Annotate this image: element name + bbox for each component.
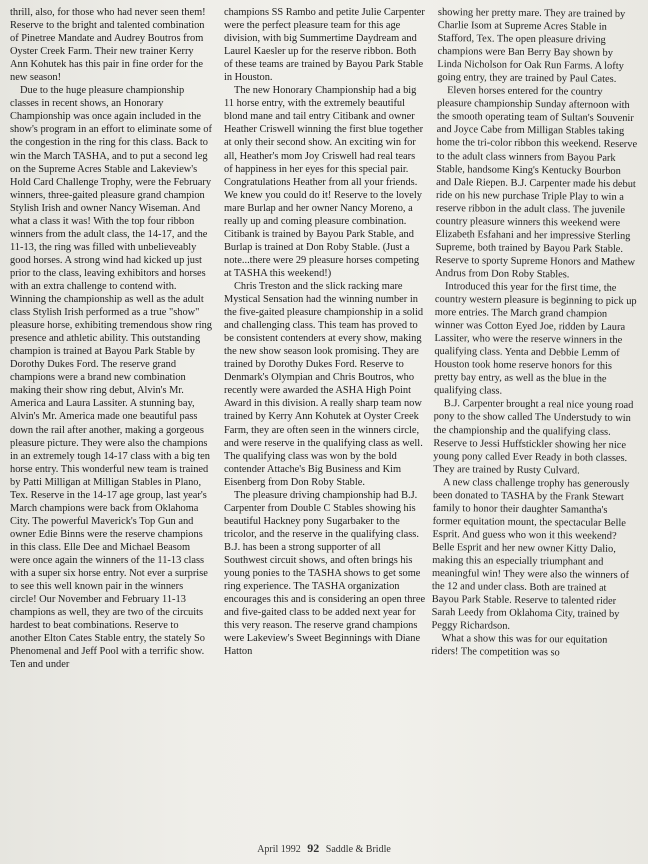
paragraph: champions SS Rambo and petite Julie Carpenter were the perfect pleasure team for this age division, with big Summertime Daydream and Laurel Kaesler up for the reserve ribbon. Both of these teams are trained by Bayou Park Stable in Houston. [224, 7, 425, 84]
paragraph: Introduced this year for the first time, the country western pleasure is beginning to pick up more entries. The March grand champion winner was Cotton Eyed Joe, ridden by Laura Lassiter, who were the reserve winners in the qualifying class. Yenta and Debbie Lemm of Houston took home reserve honors for this pretty bay entry, as well as the blue in the qualifying class. [433, 281, 637, 398]
footer-publication: Saddle & Bridle [325, 844, 391, 855]
paragraph: Due to the huge pleasure championship classes in recent shows, an Honorary Championship was once again included in the show's program in an effort to eliminate some of the congestion in the ring for this class. Back to win the March TASHA, and to put a second leg on the Supreme Acres Stable and Lakeview's Hold Card Challenge Trophy, were the February winners, three-gaited pleasure grand champion Stylish Irish and owner Nancy Wiseman. And what a class it was! With the top four ribbon winners from the adult class, the 14-17, and the 11-13, the ring was filled with unbelieveably good horses. A strong wind had kicked up just prior to the class, leaving exhibitors and horses with an extra challenge to contend with. Winning the championship as well as the adult class Stylish Irish performed as a true "show" pleasure horse, exhibiting tremendous show ring presence and athletic ability. This outstanding champion is trained at Bayou Park Stable by Dorothy Dukes Ford. The reserve grand champions were a brand new combination making their show ring debut, Alvin's Mr. America and Laura Lassiter. A stunning bay, Alvin's Mr. America made one beautiful pass down the rail after another, making a gorgeous pleasure picture. They were also the champions in an extremely tough 14-17 class with a big ten horse entry. This wonderful new team is trained by Patti Milligan at Milligan Stables in Plano, Tex. Reserve in the 14-17 age group, last year's March champions were back from Oklahoma City. The powerful Maverick's Top Gun and owner Edie Binns were the reserve champions in this class. Elle Dee and Michael Beasom were once again the winners of the 11-13 class with a super six horse entry. Not ever a surprise to see this well known pair in the winners circle! Our November and February 11-13 champions as well, they are two of the circuits hardest to beat combinations. Reserve to another Elton Cates Stable entry, the stately So Phenomenal and Jeff Pool with a terrific show. Ten and under [10, 85, 212, 671]
paragraph: B.J. Carpenter brought a real nice young road pony to the show called The Understudy to win the championship and the qualifying class. Reserve to Jessi Huffstickler showing her nice young pony called Ever Ready in both classes. They are trained by Rusty Culvard. [433, 398, 634, 477]
paragraph: showing her pretty mare. They are trained by Charlie Isom at Supreme Acres Stable in Stafford, Tex. The open pleasure driving champions were Ban Berry Bay shown by Linda Nicholson for Oak Run Farms. A lofty going entry, they are trained by Paul Cates. [437, 6, 626, 86]
paragraph: A new class challenge trophy has generously been donated to TASHA by the Frank Stewart family to honor their daughter Samantha's former equitation mount, the spectacular Belle Esprit. And guess who won it this weekend? Belle Esprit and her new owner Kitty Dalio, making this an especially triumphant and meaningful win! They were also the winners of the 12 and under class. Both are trained at Bayou Park Stable. Reserve to talented rider Sarah Leedy from Oklahoma City, trained by Peggy Richardson. [431, 476, 630, 632]
paragraph: What a show this was for our equitation riders! The competition was so [431, 633, 608, 659]
column-2 [224, 6, 426, 834]
paragraph: The pleasure driving championship had B.J. Carpenter from Double C Stables showing his beautiful Hackney pony Sugarbaker to the tricolor, and the reserve in the qualifying class. B.J. has been a strong supporter of all Southwest circuit shows, and often brings his young ponies to the TASHA shows to get some ring experience. The TASHA organization encourages this and is considering an open three and five-gaited class to be added next year for this very reason. The reserve grand champions were Lakeview's Sweet Beginnings with Diane Hatton [224, 489, 426, 658]
page-footer [0, 841, 648, 856]
paragraph: Eleven horses entered for the country pleasure championship Sunday afternoon with the smooth operating team of Sultan's Souvenir and Joyce Cabe from Milligan Stables taking home the tri-color ribbon this weekend. Reserve to the adult class winners from Bayou Park Stable, handsome King's Kentucky Bourbon and Dale Riepen. B.J. Carpenter made his debut ride on his new purchase Triple Play to win a reserve ribbon in the adult class. The juvenile country pleasure winners this weekend were Elizabeth Esfahani and her impressive Sterling Supreme, both trained by Bayou Park Stable. Reserve to sporty Supreme Honors and Mathew Andrus from Don Roby Stables. [435, 85, 638, 281]
paragraph: Chris Treston and the slick racking mare Mystical Sensation had the winning number in the five-gaited pleasure championship in a solid and challenging class. This team has proved to be consistent contenders at every show, making the new show season look promising. They are trained by Dorothy Dukes Ford. Reserve to Denmark's Olympian and Chris Boutros, who recently were awarded the ASHA High Point Award in this division. A really sharp team now trained by Kerry Ann Kohutek at Oyster Creek Farm, they are often seen in the winners circle, and were reserve in the qualifying class as well. The qualifying class was won by the bold contender Attache's Big Business and Kim Eisenberg from Don Roby Stable. [224, 280, 424, 488]
paragraph: The new Honorary Championship had a big 11 horse entry, with the extremely beautiful blond mane and tail entry Citibank and owner Heather Criswell winning the first blue together at only their second show. An exciting win for all, Heather's mom Joy Criswell had real tears of happiness in her eyes for this special pair. Congratulations Heather from all your friends. We knew you could do it! Reserve to the lovely mare Burlap and her owner Nancy Moreno, a really up and coming pleasure combination. Citibank is trained by Bayou Park Stable, and Burlap is trained at Don Roby Stable. (Just a note...there were 29 pleasure horses competing at TASHA this weekend!) [224, 85, 424, 279]
column-3 [429, 6, 640, 836]
paragraph: thrill, also, for those who had never seen them! Reserve to the bright and talented combination of Pinetree Mandate and Audrey Boutros from Oyster Creek Farm. Their new trainer Kerry Ann Kohutek has this pair in fine order for the new season! [10, 7, 206, 84]
page-number: 92 [307, 841, 320, 855]
footer-issue: April 1992 [257, 844, 301, 855]
column-1 [10, 6, 212, 834]
article-columns [10, 6, 640, 834]
